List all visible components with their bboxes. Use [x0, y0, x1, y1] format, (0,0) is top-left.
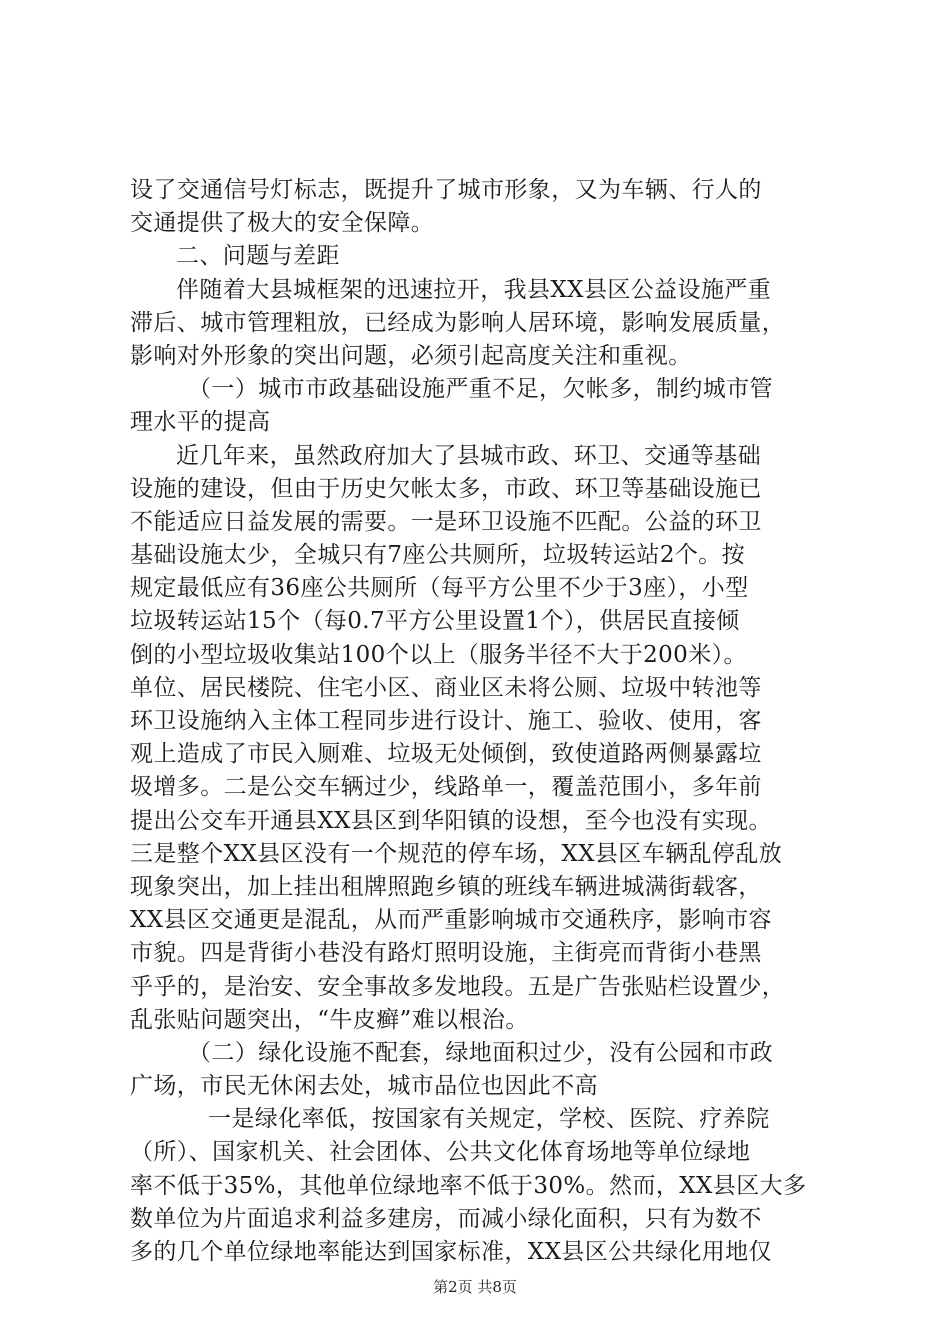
- document-body: [130, 174, 835, 1269]
- text-line: 基础设施太少，全城只有7座公共厕所，垃圾转运站2个。按: [130, 542, 746, 569]
- text-line: 一是绿化率低，按国家有关规定，学校、医院、疗养院: [208, 1106, 770, 1133]
- text-line: 垃圾转运站15个（每0.7平方公里设置1个），供居民直接倾: [130, 608, 740, 635]
- text-line: 影响对外形象的突出问题，必须引起高度关注和重视。: [130, 342, 692, 369]
- text-line: 环卫设施纳入主体工程同步进行设计、施工、验收、使用，客: [130, 708, 762, 734]
- text-line: 设了交通信号灯标志，既提升了城市形象，又为车辆、行人的: [130, 177, 762, 203]
- section-heading: 二、问题与差距: [176, 243, 340, 270]
- text-line: 数单位为片面追求利益多建房，而减小绿化面积，只有为数不: [130, 1205, 762, 1232]
- subsection-heading: （一）城市市政基础设施严重不足，欠帐多，制约城市管: [188, 376, 773, 403]
- text-line: 不能适应日益发展的需要。一是环卫设施不匹配。公益的环卫: [130, 508, 762, 535]
- text-line: 率不低于35%，其他单位绿地率不低于30%。然而，XX县区大多: [130, 1172, 807, 1199]
- text-line: 设施的建设，但由于历史欠帐太多，市政、环卫等基础设施已: [130, 475, 762, 502]
- text-line: 交通提供了极大的安全保障。: [130, 210, 435, 237]
- text-line: 广场，市民无休闲去处，城市品位也因此不高: [130, 1073, 598, 1100]
- text-line: 滞后、城市管理粗放，已经成为影响人居环境，影响发展质量，: [130, 309, 786, 336]
- text-line: 伴随着大县城框架的迅速拉开，我县XX县区公益设施严重: [176, 276, 772, 303]
- text-line: 三是整个XX县区没有一个规范的停车场，XX县区车辆乱停乱放: [130, 840, 783, 867]
- subsection-heading: （二）绿化设施不配套，绿地面积过少，没有公园和市政: [188, 1039, 773, 1066]
- text-line: XX县区交通更是混乱，从而严重影响城市交通秩序，影响市容: [130, 907, 772, 934]
- page-number-footer: 第2页 共8页: [433, 1278, 517, 1296]
- text-line: （所）、国家机关、社会团体、公共文化体育场地等单位绿地: [130, 1139, 751, 1166]
- text-line: 乎乎的，是治安、安全事故多发地段。五是广告张贴栏设置少，: [130, 973, 786, 1000]
- text-line: 提出公交车开通县XX县区到华阳镇的设想，至今也没有实现。: [130, 807, 772, 834]
- text-line: 规定最低应有36座公共厕所（每平方公里不少于3座），小型: [130, 575, 749, 602]
- text-line: 多的几个单位绿地率能达到国家标准，XX县区公共绿化用地仅: [130, 1239, 772, 1265]
- text-line: 近几年来，虽然政府加大了县城市政、环卫、交通等基础: [176, 442, 761, 469]
- text-line: 市貌。四是背街小巷没有路灯照明设施，主街亮而背街小巷黑: [130, 940, 762, 967]
- text-line: 观上造成了市民入厕难、垃圾无处倾倒，致使道路两侧暴露垃: [130, 741, 762, 768]
- text-line: 单位、居民楼院、住宅小区、商业区未将公厕、垃圾中转池等: [130, 674, 762, 701]
- text-line: 现象突出，加上挂出租牌照跑乡镇的班线车辆进城满街载客，: [130, 873, 762, 900]
- text-line: 圾增多。二是公交车辆过少，线路单一，覆盖范围小，多年前: [130, 774, 762, 801]
- text-line: 理水平的提高: [130, 409, 271, 436]
- text-line: 倒的小型垃圾收集站100个以上（服务半径不大于200米）。: [130, 641, 747, 668]
- text-line: 乱张贴问题突出，“牛皮癣”难以根治。: [130, 1006, 529, 1033]
